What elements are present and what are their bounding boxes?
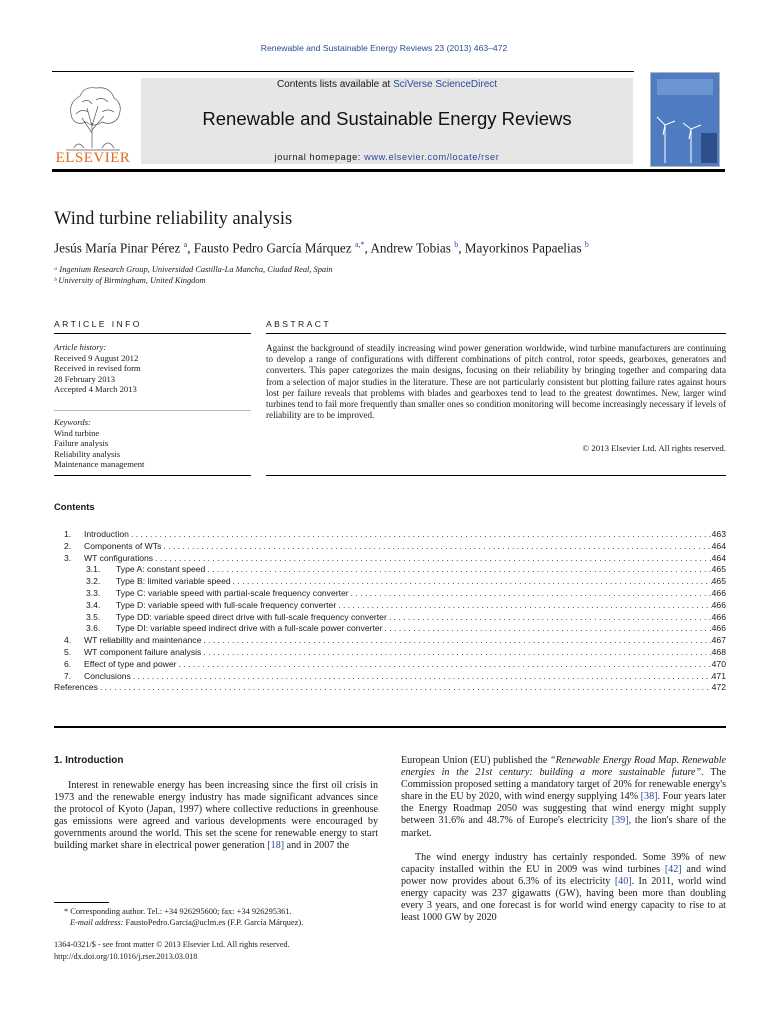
- article-info-rule: [54, 333, 251, 334]
- publisher-name: ELSEVIER: [55, 150, 131, 166]
- toc-leader-dots: [129, 529, 712, 541]
- toc-entry[interactable]: [54, 623, 726, 635]
- author-name: Mayorkinos Papaelias: [464, 240, 582, 256]
- toc-entry-label: Introduction: [84, 529, 129, 539]
- toc-entry-label: Conclusions: [84, 670, 131, 681]
- body-text: and in 2007 the: [284, 840, 350, 852]
- toc-entry[interactable]: [54, 612, 726, 624]
- header-thick-rule: [52, 169, 725, 172]
- abstract-text: Against the background of steadily increasing wind power generation worldwide, wind turbine manufacturers are continuing to develop a range of configurations with different combinations of pitch control, rotor speeds, gearboxes, generators and converters. This paper categorizes the main designs, focusing on their reliability by bringing together and comparing data from a selection of major studies in the literature. These are not particularly consistent but plotting failure rates against hours lost per failure reveals that problems with blades and gearboxes tend to lead to the greatest downtimes. New, larger wind turbines tend to fail more frequently than smaller ones so condition monitoring will become increasingly necessary if levels of reliability are to be improved.: [266, 343, 726, 421]
- toc-entry[interactable]: [54, 588, 726, 600]
- journal-cover-thumbnail: [650, 72, 720, 167]
- body-text: European Union (EU) published the: [401, 755, 551, 766]
- journal-homepage-line: [141, 152, 633, 162]
- toc-entry-page: 466: [711, 599, 726, 610]
- toc-entry-label: Type C: variable speed with partial-scale frequency converter: [116, 587, 349, 598]
- toc-entry-number: 4.: [64, 635, 72, 646]
- abstract-copyright: © 2013 Elsevier Ltd. All rights reserved.: [582, 443, 726, 453]
- toc-entry-label: WT reliability and maintenance: [84, 635, 202, 646]
- affiliation-marker[interactable]: b: [454, 240, 459, 249]
- toc-entry-number: 7.: [64, 670, 72, 681]
- doi-link[interactable]: http://dx.doi.org/10.1016/j.rser.2013.03.018: [54, 952, 198, 961]
- body-text: . Four years later the Energy Roadmap 2050 was suggesting that wind energy might supply between 31.6% and 48.7% of Europe's electricity: [401, 791, 727, 827]
- toc-entry-label: Type B: limited variable speed: [116, 576, 231, 587]
- corresponding-author-note: * Corresponding author. Tel.: +34 926295600; fax: +34 926295361.: [64, 907, 292, 916]
- toc-entry-page: 465: [711, 576, 726, 587]
- toc-entry-page: 466: [711, 587, 726, 598]
- toc-entry-number: 3.5.: [86, 611, 101, 622]
- author-name: Fausto Pedro García Márquez: [193, 240, 352, 256]
- toc-entry-page: 463: [711, 529, 726, 539]
- keyword: Reliability analysis: [54, 448, 121, 459]
- email-note: [70, 918, 303, 929]
- paper-title: Wind turbine reliability analysis: [54, 209, 293, 229]
- affiliation-marker[interactable]: b: [584, 240, 589, 249]
- toc-entry-number: 3.1.: [86, 564, 101, 575]
- toc-entry-label: Type D: variable speed with full-scale frequency converter: [116, 599, 337, 610]
- toc-entry-label: Type DD: variable speed direct drive with full-scale frequency converter: [116, 611, 387, 622]
- journal-reference[interactable]: Renewable and Sustainable Energy Reviews 23 (2013) 463–472: [260, 43, 508, 53]
- article-history: [54, 342, 251, 395]
- body-text: . The Commission proposed setting a mandatory target of 20% for renewable energy's share in the EU by 2020, with wind energy supplying 14%: [401, 767, 726, 803]
- toc-entry-number: 5.: [64, 646, 72, 657]
- toc-entry-label: References: [54, 682, 98, 693]
- citation-link[interactable]: [38]: [640, 791, 658, 803]
- email-label: E-mail address:: [70, 918, 124, 927]
- contents-available-line: [141, 79, 633, 90]
- homepage-link[interactable]: www.elsevier.com/locate/rser: [364, 152, 500, 162]
- toc-entry[interactable]: [54, 659, 726, 671]
- toc-leader-dots: [201, 635, 711, 647]
- toc-leader-dots: [98, 682, 712, 694]
- history-line: Received 9 August 2012: [54, 352, 139, 363]
- author-list: Jesús María Pinar Pérez $^a$, Fausto Pedro García Márquez $^{a,*}$, Andrew Tobias $^b$, Mayorkinos Papaelias $^b$: [54, 240, 589, 256]
- body-text: , the lion's share of the market.: [401, 815, 726, 839]
- toc-entry-number: 1.: [64, 529, 72, 539]
- keyword: Maintenance management: [54, 459, 145, 469]
- citation-link[interactable]: [18]: [267, 840, 285, 852]
- toc-entry-page: 464: [711, 540, 726, 551]
- keyword: Wind turbine: [54, 427, 100, 438]
- toc-entry-label: Type A: constant speed: [116, 564, 206, 575]
- toc-entry-number: 3.3.: [86, 587, 101, 598]
- issn-line: 1364-0321/$ - see front matter © 2013 Elsevier Ltd. All rights reserved.: [54, 940, 290, 949]
- toc-entry-label: Effect of type and power: [84, 658, 177, 669]
- affiliation-a: ᵃ Ingenium Research Group, Universidad Castilla-La Mancha, Ciudad Real, Spain: [54, 265, 333, 274]
- toc-entry-number: 3.6.: [86, 623, 101, 634]
- keywords: [54, 417, 251, 470]
- toc-entry-number: 6.: [64, 658, 72, 669]
- toc-leader-dots: [153, 553, 712, 565]
- toc-leader-dots: [231, 576, 712, 588]
- toc-entry[interactable]: [54, 576, 726, 588]
- toc-entry-page: 471: [711, 670, 726, 681]
- toc-entry-page: 466: [711, 611, 726, 622]
- toc-entry-number: 3.2.: [86, 576, 101, 587]
- journal-title: Renewable and Sustainable Energy Reviews: [202, 108, 572, 129]
- article-info-divider: [54, 410, 251, 411]
- body-text: . In 2011, world wind energy capacity was 237 gigawatts (GW), having been more than doubling every 3 years, and one forecast is for world wind energy capacity to rise to at least 1000 GW by 2020: [401, 876, 726, 924]
- article-info-end-rule: [54, 475, 251, 476]
- toc-entry-number: 3.: [64, 552, 72, 563]
- history-line: Accepted 4 March 2013: [54, 384, 137, 394]
- toc-leader-dots: [201, 647, 711, 659]
- toc-entry-page: 467: [711, 635, 726, 646]
- history-line: 28 February 2013: [54, 373, 116, 384]
- toc-leader-dots: [131, 671, 712, 683]
- body-italic-text: “Renewable Energy Road Map. Renewable energies in the 21st century: building a more sustainable future”: [401, 755, 726, 779]
- citation-link[interactable]: [40]: [614, 876, 632, 888]
- toc-entry-page: 470: [711, 658, 726, 669]
- toc-entry[interactable]: [54, 600, 726, 612]
- toc-entry[interactable]: [54, 541, 726, 553]
- body-paragraph: [401, 852, 726, 925]
- toc-entry[interactable]: [54, 564, 726, 576]
- author-name: Jesús María Pinar Pérez: [54, 240, 181, 256]
- article-info-caption: ARTICLE INFO: [54, 319, 142, 329]
- toc-entry-number: 2.: [64, 540, 72, 551]
- affiliation-marker[interactable]: a,*: [354, 240, 365, 249]
- table-of-contents: [54, 529, 726, 694]
- toc-entry-page: 468: [711, 646, 726, 657]
- toc-entry[interactable]: [54, 671, 726, 683]
- footnote-rule: [54, 902, 109, 903]
- citation-link[interactable]: [42]: [664, 864, 682, 876]
- body-paragraph: [401, 755, 726, 840]
- toc-entry[interactable]: [54, 647, 726, 659]
- abstract-rule: [266, 333, 726, 334]
- contents-prefix: Contents lists available at: [276, 79, 394, 90]
- abstract-end-rule: [266, 475, 726, 476]
- toc-leader-dots: [161, 541, 711, 553]
- contents-heading: Contents: [54, 501, 95, 512]
- toc-entry[interactable]: [54, 529, 726, 541]
- toc-entry-label: Type DI: variable speed indirect drive with a full-scale power converter: [116, 623, 383, 634]
- toc-leader-dots: [387, 612, 712, 624]
- header-rule: [52, 71, 634, 72]
- toc-entry-label: Components of WTs: [84, 540, 162, 551]
- toc-entry-page: 464: [711, 552, 726, 563]
- toc-entry-page: 465: [711, 564, 726, 575]
- toc-leader-dots: [383, 623, 712, 635]
- toc-entry-page: 472: [711, 682, 726, 693]
- sciencedirect-link[interactable]: SciVerse ScienceDirect: [393, 79, 498, 90]
- body-text: The wind energy industry has certainly responded. Some 39% of new capacity installed within the EU in 2009 was wind turbines: [401, 852, 726, 876]
- homepage-prefix: journal homepage:: [274, 152, 365, 162]
- body-paragraph: [54, 780, 378, 853]
- history-line: Received in revised form: [54, 363, 141, 373]
- abstract-caption: ABSTRACT: [266, 319, 332, 329]
- author-name: Andrew Tobias: [370, 240, 451, 256]
- body-text: Interest in renewable energy has been increasing since the first oil crisis in 1973 and the renewable energy industry has made significant advances since the protocol of Kyoto (Japan, 1997) where collective reductions in greenhouse gas emissions were agreed and various developments were encouraged by governments around the world. This set the scene for renewable energy to start building market share in electrical power generation: [54, 780, 378, 852]
- affiliation-b: ᵇ University of Birmingham, United Kingdom: [54, 276, 206, 285]
- toc-leader-dots: [349, 588, 712, 600]
- affiliation-marker[interactable]: a: [183, 240, 188, 249]
- toc-entry-label: WT configurations: [84, 552, 154, 563]
- toc-entry[interactable]: [54, 553, 726, 565]
- toc-entry-label: WT component failure analysis: [84, 646, 202, 657]
- citation-link[interactable]: [39]: [611, 815, 629, 827]
- history-label: Article history:: [54, 342, 107, 352]
- toc-leader-dots: [177, 659, 712, 671]
- contents-end-rule: [54, 726, 726, 728]
- toc-entry-number: 3.4.: [86, 599, 101, 610]
- toc-entry[interactable]: [54, 635, 726, 647]
- toc-leader-dots: [336, 600, 711, 612]
- email-address[interactable]: FaustoPedro.Garcia@uclm.es (F.P. García Márquez).: [123, 918, 304, 927]
- section-heading-introduction: 1. Introduction: [54, 755, 124, 766]
- keywords-label: Keywords:: [54, 417, 91, 427]
- keyword: Failure analysis: [54, 438, 109, 448]
- toc-entry-page: 466: [711, 623, 726, 634]
- toc-entry[interactable]: [54, 682, 726, 694]
- toc-leader-dots: [205, 564, 711, 576]
- body-text: and wind power now provides about 6.3% of its electricity: [401, 864, 726, 888]
